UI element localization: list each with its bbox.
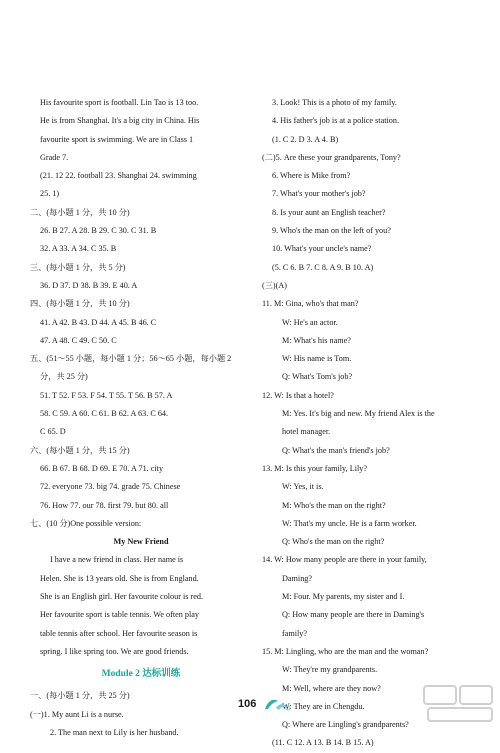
text-line: (1. C 2. D 3. A 4. B): [272, 134, 339, 144]
module-heading: Module 2 达标训练: [101, 669, 181, 680]
text-line: 7. What's your mother's job?: [272, 189, 366, 199]
text-line: Helen. She is 13 years old. She is from England.: [40, 573, 199, 583]
text-line: Q: Who's the man on the right?: [282, 537, 385, 547]
right-column: [262, 94, 480, 753]
text-line: Grade 7.: [40, 152, 69, 162]
text-line: 6. Where is Mike from?: [272, 171, 351, 181]
text-line: 41. A 42. B 43. D 44. A 45. B 46. C: [40, 317, 157, 327]
page-number: 106: [238, 698, 257, 710]
text-line: 10. What's your uncle's name?: [272, 244, 372, 254]
text-line: (11. C 12. A 13. B 14. B 15. A): [272, 738, 374, 748]
text-line: 4. His father's job is at a police station.: [272, 116, 399, 126]
left-column: [30, 94, 252, 742]
text-line: M: Four. My parents, my sister and I.: [282, 592, 405, 602]
text-line: 58. C 59. A 60. C 61. B 62. A 63. C 64.: [40, 409, 169, 419]
text-line: 六、(每小题 1 分，共 15 分): [30, 445, 130, 455]
text-line: 七、(10 分)One possible version:: [30, 518, 142, 528]
text-line: 15. M: Lingling, who are the man and the woman?: [262, 646, 429, 656]
text-line: Q: What's the man's friend's job?: [282, 445, 390, 455]
text-line: 2. The man next to Lily is her husband.: [50, 727, 179, 737]
text-line: Q: What's Tom's job?: [282, 372, 353, 382]
text-line: M: Well, where are they now?: [282, 683, 381, 693]
text-line: 分，共 25 分): [40, 372, 88, 382]
text-line: 51. T 52. F 53. F 54. T 55. T 56. B 57. A: [40, 390, 173, 400]
text-line: spring. I like spring too. We are good friends.: [40, 646, 189, 656]
text-line: W: They are in Chengdu.: [282, 701, 365, 711]
text-line: 36. D 37. D 38. B 39. E 40. A: [40, 280, 138, 290]
text-line: (二)5. Are these your grandparents, Tony?: [262, 152, 401, 162]
text-line: 12. W: Is that a hotel?: [262, 390, 334, 400]
text-line: table tennis after school. Her favourite season is: [40, 628, 198, 638]
text-line: She is an English girl. Her favourite colour is red.: [40, 592, 204, 602]
text-line: hotel manager.: [282, 427, 331, 437]
text-line: 二、(每小题 1 分，共 10 分): [30, 207, 130, 217]
text-line: family?: [282, 628, 308, 638]
text-line: He is from Shanghai. It's a big city in China. His: [40, 116, 200, 126]
text-line: W: Yes, it is.: [282, 482, 324, 492]
text-line: 13. M: Is this your family, Lily?: [262, 463, 367, 473]
text-line: W: That's my uncle. He is a farm worker.: [282, 518, 417, 528]
text-line: 26. B 27. A 28. B 29. C 30. C 31. B: [40, 226, 157, 236]
text-line: 三、(每小题 1 分，共 5 分): [30, 262, 126, 272]
text-line: 66. B 67. B 68. D 69. E 70. A 71. city: [40, 463, 164, 473]
text-line: W: They're my grandparents.: [282, 665, 378, 675]
text-line: 五、(51～55 小题，每小题 1 分；56～65 小题，每小题 2: [30, 354, 232, 364]
text-line: 一、(每小题 1 分，共 25 分): [30, 691, 130, 701]
text-line: 9. Who's the man on the left of you?: [272, 226, 391, 236]
text-line: (三)(A): [262, 280, 288, 290]
text-line: 25. 1): [40, 189, 60, 199]
text-line: W: He's an actor.: [282, 317, 338, 327]
text-line: favourite sport is swimming. We are in Class 1: [40, 134, 194, 144]
text-line: 11. M: Gina, who's that man?: [262, 299, 359, 309]
text-line: Q: Where are Lingling's grandparents?: [282, 720, 409, 730]
text-line: 32. A 33. A 34. C 35. B: [40, 244, 117, 254]
essay-title: My New Friend: [113, 537, 169, 547]
text-line: M: What's his name?: [282, 335, 351, 345]
text-line: Her favourite sport is table tennis. We often play: [40, 610, 200, 620]
text-line: W: His name is Tom.: [282, 354, 352, 364]
text-line: (5. C 6. B 7. C 8. A 9. B 10. A): [272, 262, 374, 272]
text-line: 72. everyone 73. big 74. grade 75. Chinese: [40, 482, 181, 492]
text-line: 47. A 48. C 49. C 50. C: [40, 335, 117, 345]
text-line: Q: How many people are there in Daming's: [282, 610, 425, 620]
text-line: 14. W: How many people are there in your family,: [262, 555, 427, 565]
text-line: I have a new friend in class. Her name is: [50, 555, 184, 565]
text-line: Daming?: [282, 573, 313, 583]
watermark-stamp-icon: [422, 684, 496, 724]
text-line: M: Who's the man on the right?: [282, 500, 386, 510]
text-line: 3. Look! This is a photo of my family.: [272, 98, 397, 107]
text-line: His favourite sport is football. Lin Tao is 13 too.: [40, 98, 199, 107]
text-line: 76. How 77. our 78. first 79. but 80. all: [40, 500, 169, 510]
text-line: 8. Is your aunt an English teacher?: [272, 207, 386, 217]
text-line: (21. 12 22. football 23. Shanghai 24. swimming: [40, 171, 197, 181]
text-line: M: Yes. It's big and new. My friend Alex is the: [282, 409, 435, 419]
text-line: 四、(每小题 1 分，共 10 分): [30, 299, 130, 309]
text-line: C 65. D: [40, 427, 66, 437]
text-line: (一)1. My aunt Li is a nurse.: [30, 709, 124, 719]
leaf-logo-icon: [262, 696, 292, 712]
